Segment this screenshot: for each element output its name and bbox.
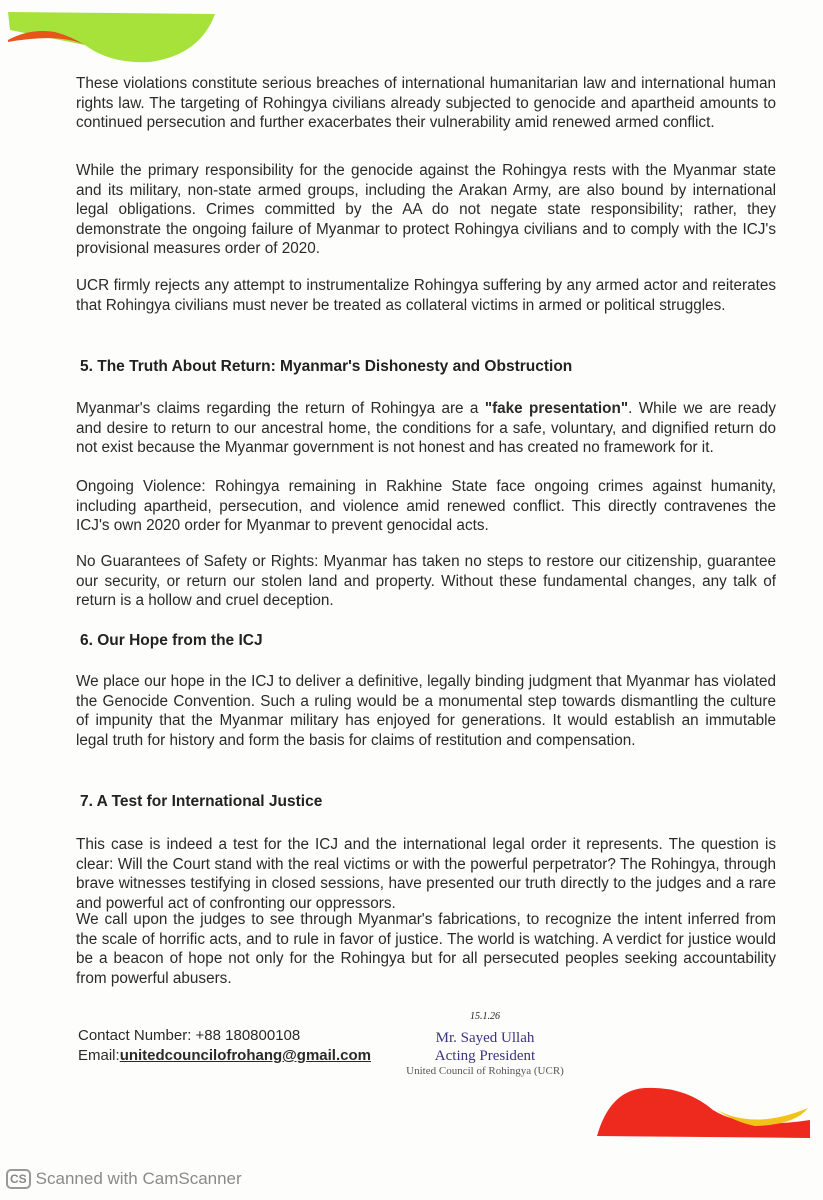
section-6-heading: 6. Our Hope from the ICJ [80,632,263,649]
bold-text: "fake presentation" [484,400,629,417]
section-6-paragraph: We place our hope in the ICJ to deliver a definitive, legally binding judgment that Myanmar has violated the Genocide Convention. Such a ruling would be a monumental step towards dismantling the culture of impunity that the Myanmar military has enjoyed for generations. It would establish an immutable legal truth for history and form the basis for claims of restitution and compensation. [76,673,776,749]
header-decoration [0,0,240,70]
section-7-paragraph-1: This case is indeed a test for the ICJ and the international legal order it represents. The question is clear: Will the Court stand with the real victims or with the powerful perpetrator? The Rohingya, through brave witnesses testifying in closed sessions, have presented our truth directly to the judges and a rare and powerful act of confronting our oppressors. [76,836,776,912]
camscanner-watermark [6,1169,242,1189]
signature-scrawl: 15.1.26 [470,1011,500,1022]
section-7-paragraph-2: We call upon the judges to see through Myanmar's fabrications, to recognize the intent inferred from the scale of horrific acts, and to rule in favor of justice. The world is watching. A verdict for justice would be a beacon of hope not only for the Rohingya but for all persecuted peoples seeking accountability from powerful abusers. [76,911,776,987]
footer-decoration [595,1080,815,1140]
paragraph-responsibility: While the primary responsibility for the genocide against the Rohingya rests with the Myanmar state and its military, non-state armed groups, including the Arakan Army, are also bound by international legal obligations. Crimes committed by the AA do not negate state responsibility; rather, they demonstrate the ongoing failure of Myanmar to protect Rohingya civilians and to comply with the ICJ's provisional measures order of 2020. [76,162,776,258]
email-label: Email: [78,1047,120,1064]
watermark-text: Scanned with CamScanner [35,1169,242,1188]
signatory-org: United Council of Rohingya (UCR) [406,1065,564,1077]
section-5-paragraph-2: Ongoing Violence: Rohingya remaining in Rakhine State face ongoing crimes against humanity, including apartheid, persecution, and violence amid renewed conflict. This directly contravenes the ICJ's own 2020 order for Myanmar to prevent genocidal acts. [76,478,776,535]
email-link[interactable]: unitedcouncilofrohang@gmail.com [119,1047,371,1064]
signature-block [395,1005,575,1077]
section-5-paragraph-3: No Guarantees of Safety or Rights: Myanmar has taken no steps to restore our citizenship, guarantee our security, or return our stolen land and property. Without these fundamental changes, any talk of return is a hollow and cruel deception. [76,553,776,610]
camscanner-logo-icon: CS [6,1169,31,1189]
section-7-heading: 7. A Test for International Justice [80,793,323,810]
contact-phone: Contact Number: +88 180800108 [78,1027,301,1044]
paragraph-violations: These violations constitute serious breaches of international humanitarian law and international human rights law. The targeting of Rohingya civilians already subjected to genocide and apartheid amounts to continued persecution and further exacerbates their vulnerability amid renewed armed conflict. [76,75,776,132]
text: Myanmar's claims regarding the return of Rohingya are a [76,400,485,417]
section-5-heading: 5. The Truth About Return: Myanmar's Dishonesty and Obstruction [80,358,573,375]
text: . While we are ready and desire to return to our ancestral home, the conditions for a safe, voluntary, and dignified return do not exist because the Myanmar government is not honest and has created no framework for it. [76,400,776,457]
paragraph-ucr-rejects: UCR firmly rejects any attempt to instrumentalize Rohingya suffering by any armed actor and reiterates that Rohingya civilians must never be treated as collateral victims in armed or political struggles. [76,277,776,314]
section-5-paragraph-1 [76,399,776,458]
signatory-name: Mr. Sayed Ullah [435,1030,535,1046]
contact-block [78,1026,371,1066]
signatory-title: Acting President [434,1048,536,1064]
